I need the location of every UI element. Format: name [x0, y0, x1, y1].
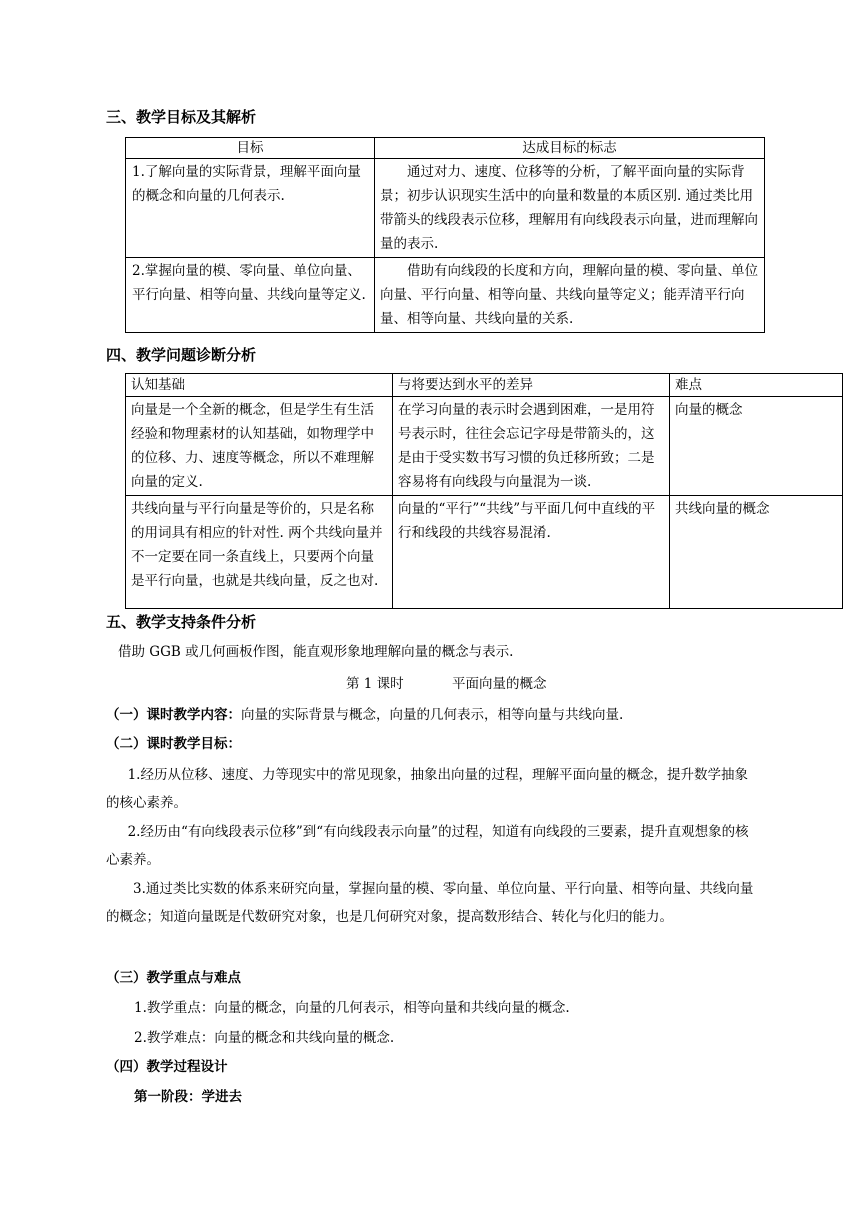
sign-cell: 借助有向线段的长度和方向，理解向量的模、零向量、单位向量、平行向量、相等向量、共线向量等定义；能弄清平行向量、相等向量、共线向量的关系.	[375, 258, 765, 333]
part-3-label: （三）教学重点与难点	[106, 970, 241, 986]
header-gap: 与将要达到水平的差异	[393, 374, 670, 397]
gap-cell: 向量的“平行”“共线”与平面几何中直线的平行和线段的共线容易混淆.	[393, 496, 670, 609]
support-text: 借助 GGB 或几何画板作图，能直观形象地理解向量的概念与表示.	[118, 644, 514, 660]
basis-cell: 向量是一个全新的概念，但是学生有生活经验和物理素材的认知基础，如物理学中的位移、力、速度等概念，所以不难理解向量的定义.	[126, 397, 393, 496]
basis-cell: 共线向量与平行向量是等价的，只是名称的用词具有相应的针对性. 两个共线向量并不一定要在同一条直线上，只要两个向量是平行向量，也就是共线向量，反之也对.	[126, 496, 393, 609]
table-header-row	[126, 138, 765, 159]
section-4-title: 四、教学问题诊断分析	[106, 346, 257, 364]
header-basis: 认知基础	[126, 374, 393, 397]
part-1-label: （一）课时教学内容：	[106, 707, 241, 723]
goals-table	[125, 137, 765, 333]
lesson-label: 第 1 课时	[346, 676, 404, 692]
difficulty-cell: 向量的概念	[670, 397, 843, 496]
difficult-point: 2.教学难点：向量的概念和共线向量的概念.	[134, 1030, 395, 1046]
section-5-title: 五、教学支持条件分析	[106, 613, 257, 631]
section-3-title: 三、教学目标及其解析	[106, 108, 257, 126]
goal-cell: 1.了解向量的实际背景，理解平面向量的概念和向量的几何表示.	[126, 159, 375, 258]
part-1	[106, 703, 623, 723]
part-2-label: （二）课时教学目标：	[106, 736, 241, 752]
table-row	[126, 496, 843, 609]
table-row	[126, 258, 765, 333]
header-difficulty: 难点	[670, 374, 843, 397]
table-row	[126, 159, 765, 258]
sign-cell: 通过对力、速度、位移等的分析，了解平面向量的实际背景；初步认识现实生活中的向量和数量的本质区别. 通过类比用带箭头的线段表示位移，理解用有向线段表示向量，进而理解向量的表示.	[375, 159, 765, 258]
gap-cell: 在学习向量的表示时会遇到困难，一是用符号表示时，往往会忘记字母是带箭头的，这是由于受实数书写习惯的负迁移所致；二是容易将有向线段与向量混为一谈.	[393, 397, 670, 496]
table-header-row	[126, 374, 843, 397]
difficulty-cell: 共线向量的概念	[670, 496, 843, 609]
diagnosis-table	[125, 373, 843, 609]
header-sign: 达成目标的标志	[375, 138, 765, 159]
goal-item: 1.经历从位移、速度、力等现实中的常见现象，抽象出向量的过程，理解平面向量的概念，提升数学抽象的核心素养。	[106, 767, 748, 811]
header-goal: 目标	[126, 138, 375, 159]
lesson-name: 平面向量的概念	[452, 676, 547, 692]
part-4-label: （四）教学过程设计	[106, 1059, 228, 1075]
goal-item: 2.经历由“有向线段表示位移”到“有向线段表示向量”的过程，知道有向线段的三要素，提升直观想象的核心素养。	[106, 824, 749, 868]
goal-item: 3.通过类比实数的体系来研究向量，掌握向量的模、零向量、单位向量、平行向量、相等向量、共线向量的概念；知道向量既是代数研究对象，也是几何研究对象，提高数形结合、转化与化归的能力。	[106, 881, 754, 925]
goal-cell: 2.掌握向量的模、零向量、单位向量、平行向量、相等向量、共线向量等定义.	[126, 258, 375, 333]
key-point: 1.教学重点：向量的概念，向量的几何表示，相等向量和共线向量的概念.	[134, 1000, 570, 1016]
part-1-text: 向量的实际背景与概念，向量的几何表示，相等向量与共线向量.	[241, 707, 624, 723]
stage-title: 第一阶段：学进去	[134, 1089, 242, 1105]
table-row	[126, 397, 843, 496]
